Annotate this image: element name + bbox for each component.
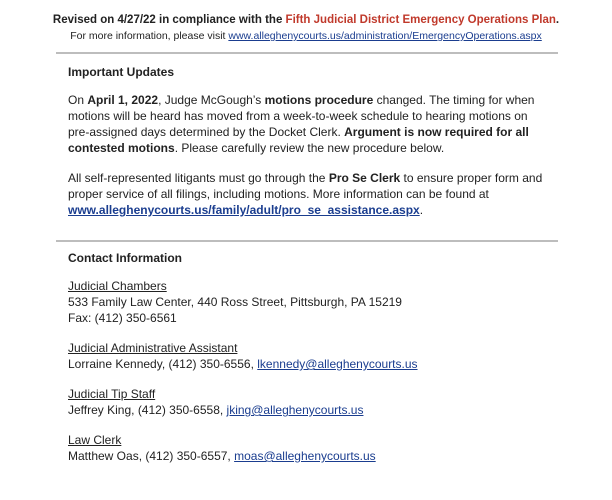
moas-email-link[interactable]: moas@alleghenycourts.us <box>234 449 376 463</box>
important-updates-title: Important Updates <box>68 65 175 79</box>
judicial-chambers-heading: Judicial Chambers <box>68 279 167 293</box>
tip-staff-heading: Judicial Tip Staff <box>68 387 156 401</box>
motions-procedure-paragraph <box>68 92 548 156</box>
p1-text-4: . Please carefully review the new procedure below. <box>174 141 445 155</box>
more-info-prefix: For more information, please visit <box>70 30 229 42</box>
jking-email-link[interactable]: jking@alleghenycourts.us <box>226 403 364 417</box>
divider-middle <box>56 240 558 242</box>
law-clerk-info: Matthew Oas, (412) 350-6557, <box>68 449 235 463</box>
divider-top <box>56 52 558 54</box>
revision-period: . <box>555 14 560 26</box>
more-info-line <box>0 28 612 44</box>
p2-text-3: . <box>419 203 424 217</box>
law-clerk-heading: Law Clerk <box>68 433 122 447</box>
law-clerk-block <box>68 432 548 464</box>
contact-information-section <box>68 250 548 478</box>
pro-se-assistance-link[interactable]: www.alleghenycourts.us/family/adult/pro_se_assistance.aspx <box>68 203 420 217</box>
p2-text-2: to ensure proper form and proper service of all filings, including motions. More information can be found at <box>68 171 543 201</box>
administrative-assistant-line <box>68 356 548 372</box>
p2-text-1: All self-represented litigants must go through the <box>68 171 329 185</box>
tip-staff-block <box>68 386 548 418</box>
lkennedy-email-link[interactable]: lkennedy@alleghenycourts.us <box>257 357 418 371</box>
revision-prefix: Revised on 4/27/22 in compliance with the <box>52 14 286 26</box>
procedure-change-date: April 1, 2022 <box>87 93 159 107</box>
emergency-plan-name: Fifth Judicial District Emergency Operations Plan <box>285 14 556 26</box>
contact-information-title: Contact Information <box>68 251 182 265</box>
tip-staff-line <box>68 402 548 418</box>
p1-text-3: changed. The timing for when motions will be heard has moved from a week-to-week schedule to hearing motions on pre-assigned days determined by the Docket Clerk. <box>68 93 535 139</box>
tip-staff-info: Jeffrey King, (412) 350-6558, <box>68 403 227 417</box>
important-updates-section <box>68 64 548 232</box>
argument-required-notice: Argument is now required for all contested motions <box>68 125 529 155</box>
administrative-assistant-block <box>68 340 548 372</box>
p1-text-1: On <box>68 93 88 107</box>
chambers-address: 533 Family Law Center, 440 Ross Street, Pittsburgh, PA 15219 <box>68 295 402 309</box>
emergency-operations-link[interactable]: www.alleghenycourts.us/administration/EmergencyOperations.aspx <box>228 30 542 42</box>
law-clerk-line <box>68 448 548 464</box>
administrative-assistant-heading: Judicial Administrative Assistant <box>68 341 238 355</box>
revision-banner <box>0 0 612 44</box>
chambers-fax: Fax: (412) 350-6561 <box>68 311 177 325</box>
pro-se-paragraph <box>68 170 548 218</box>
motions-procedure-label: motions procedure <box>264 93 374 107</box>
administrative-assistant-info: Lorraine Kennedy, (412) 350-6556, <box>68 357 258 371</box>
judicial-chambers-block <box>68 278 548 326</box>
revision-notice <box>0 12 612 28</box>
pro-se-clerk-label: Pro Se Clerk <box>328 171 401 185</box>
p1-text-2: , Judge McGough’s <box>158 93 265 107</box>
